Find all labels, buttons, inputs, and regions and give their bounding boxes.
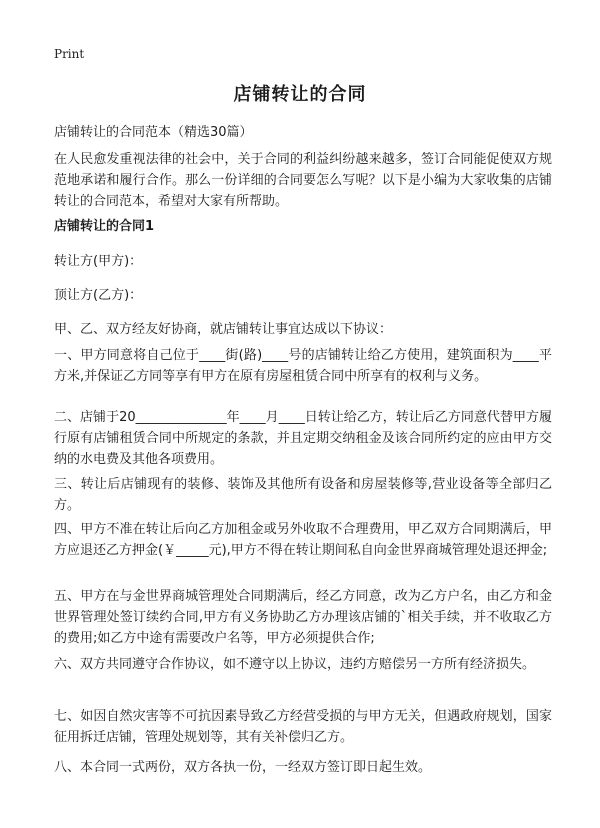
section-heading: 店铺转让的合同1 <box>54 219 155 234</box>
document-subtitle: 店铺转让的合同范本（精选30篇） <box>54 125 253 140</box>
clause-4: 四、甲方不准在转让后向乙方加租金或另外收取不合理费用，甲乙双方合同期满后，甲方应退还乙方押金(￥_____元),甲方不得在转让期间私自向金世界商城管理处退还押金; <box>54 522 552 558</box>
agreement-intro: 甲、乙、双方经友好协商，就店铺转让事宜达成以下协议： <box>54 322 393 337</box>
transferor-line: 转让方(甲方)： <box>54 254 143 269</box>
clause-8: 八、本合同一式两份，双方各执一份，一经双方签订即日起生效。 <box>54 760 432 775</box>
document-title: 店铺转让的合同 <box>233 84 367 105</box>
clause-5: 五、甲方在与金世界商城管理处合同期满后，经乙方同意，改为乙方户名，由乙方和金世界管理处签订续约合同,甲方有义务协助乙方办理该店铺的`相关手续，并不收取乙方的费用;如乙方中途有需要改户名等，甲方必须提供合作; <box>54 589 552 646</box>
clause-7: 七、如因自然灾害等不可抗因素导致乙方经营受损的与甲方无关，但遇政府规划，国家征用拆迁店铺，管理处规划等，其有关补偿归乙方。 <box>54 709 552 745</box>
clause-2: 二、店铺于20______________年____月____日转让给乙方，转让后乙方同意代替甲方履行原有店铺租赁合同中所规定的条款，并且定期交纳租金及该合同所约定的应由甲方交纳的水电费及其他各项费用。 <box>54 410 552 467</box>
clause-1: 一、甲方同意将自己位于____街(路)____号的店铺转让给乙方使用，建筑面积为____平方米,并保证乙方同等享有甲方在原有房屋租赁合同中所享有的权利与义务。 <box>54 348 552 384</box>
intro-paragraph: 在人民愈发重视法律的社会中，关于合同的利益纠纷越来越多，签订合同能促使双方规范地承诺和履行合作。那么一份详细的合同要怎么写呢？以下是小编为大家收集的店铺转让的合同范本，希望对大家有所帮助。 <box>54 152 552 209</box>
transferee-line: 顶让方(乙方)： <box>54 288 143 303</box>
clause-3: 三、转让后店铺现有的装修、装饰及其他所有设备和房屋装修等,营业设备等全部归乙方。 <box>54 477 552 513</box>
clause-6: 六、双方共同遵守合作协议，如不遵守以上协议，违约方赔偿另一方所有经济损失。 <box>54 657 536 672</box>
print-link[interactable]: Print <box>54 47 85 61</box>
